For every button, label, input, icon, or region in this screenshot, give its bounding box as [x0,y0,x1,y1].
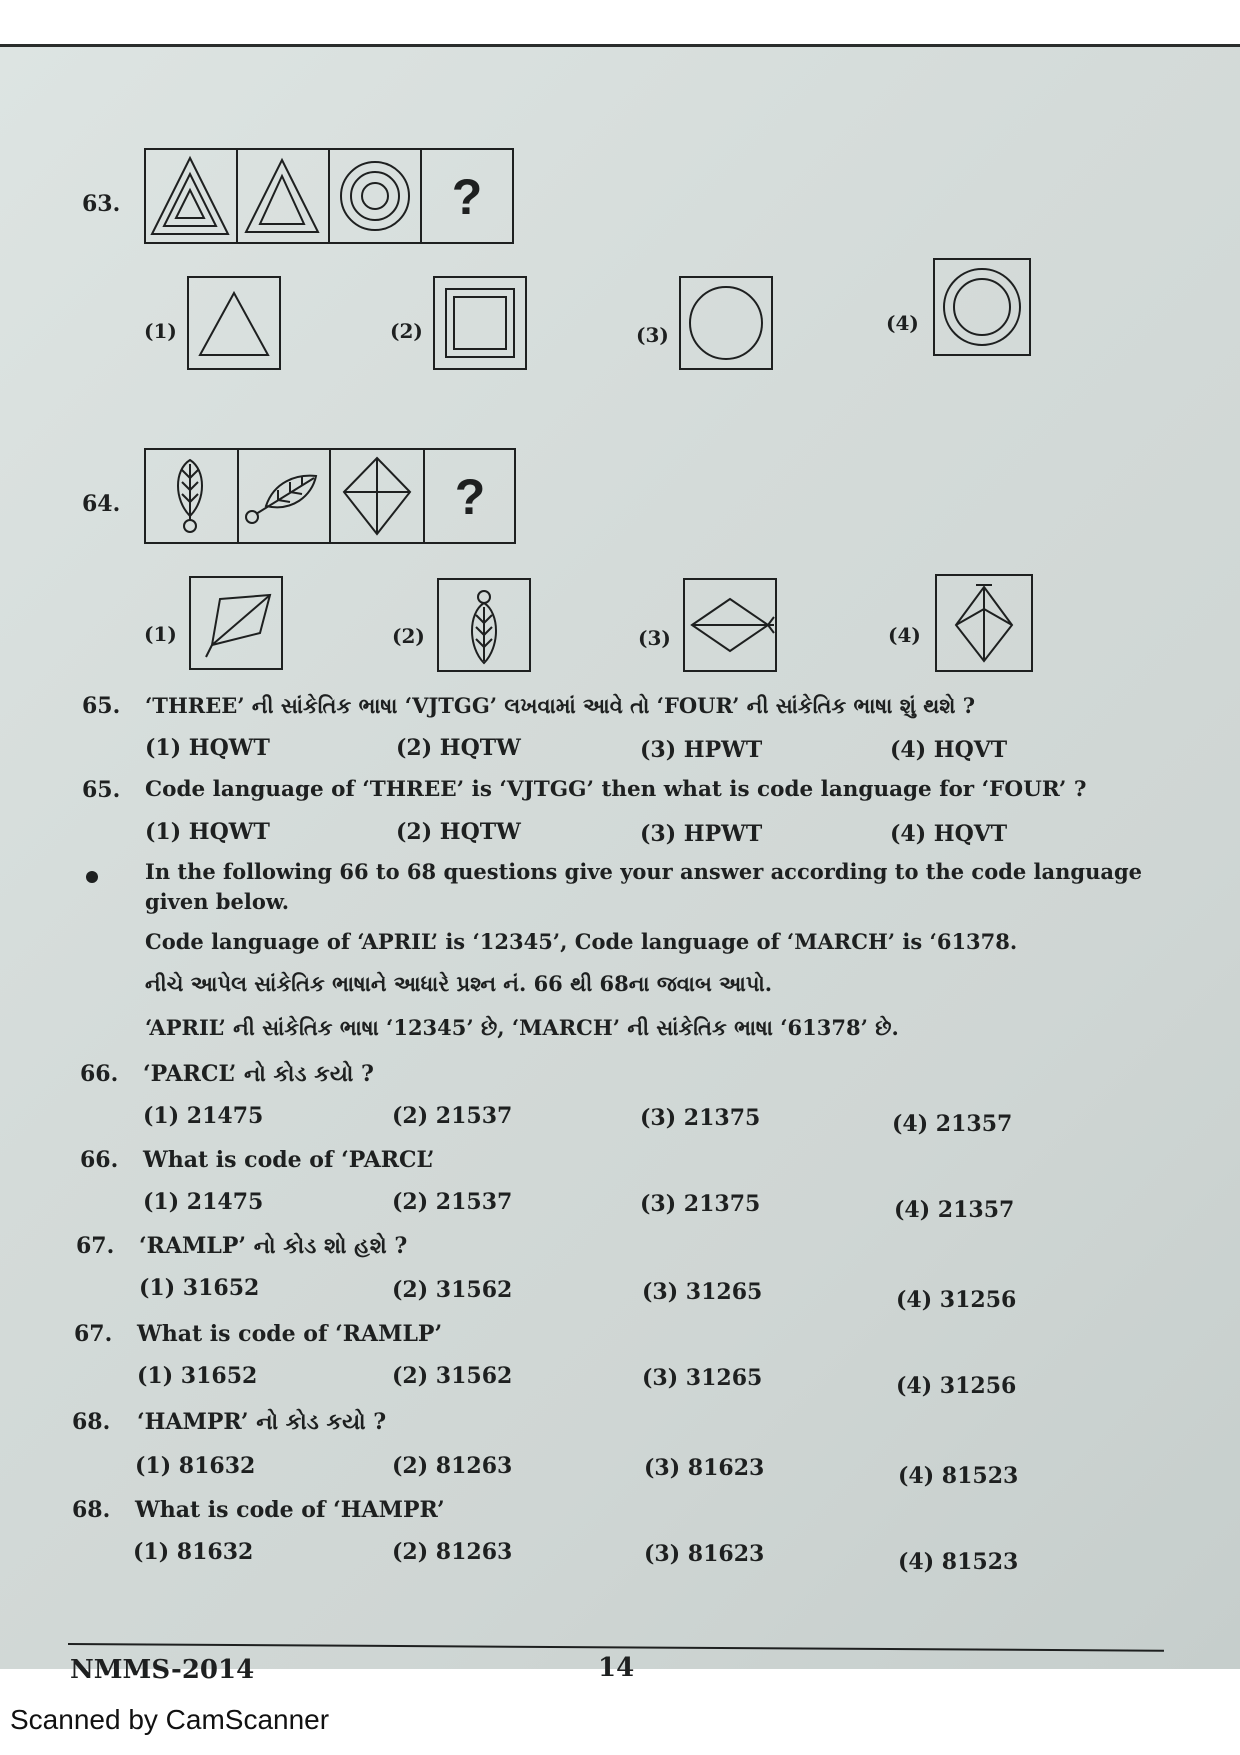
q64-option-2-figure[interactable] [436,577,532,673]
q63-figure-series [144,148,514,244]
option-4[interactable]: (4) 31256 [896,1373,1017,1399]
option-4[interactable]: (4) 21357 [894,1197,1015,1223]
footer-rule [68,1643,1164,1652]
scanner-watermark: Scanned by CamScanner [10,1704,330,1735]
option-2[interactable]: (2) 31562 [392,1277,513,1303]
instruction-line-gujarati: નીચે આપેલ સાંકેતિક ભાષાને આધારે પ્રશ્ન નં. 66 થી 68ના જવાબ આપો. [145,971,773,996]
code-definition-gujarati: ‘APRIL’ ની સાંકેતિક ભાષા ‘12345’ છે, ‘MARCH’ ની સાંકેતિક ભાષા ‘61378’ છે. [145,1015,899,1040]
option-3[interactable]: (3) 21375 [640,1105,761,1131]
option-3[interactable]: (3) 21375 [640,1191,761,1217]
option-3[interactable]: (3) 31265 [642,1279,763,1305]
question-number: 66. [80,1147,119,1173]
option-label: (4) [886,311,919,335]
option-label: (3) [638,626,671,650]
exam-name: NMMS-2014 [70,1655,255,1685]
option-label: (3) [636,323,669,347]
option-2[interactable]: (2) 81263 [392,1539,513,1565]
option-1[interactable]: (1) 21475 [143,1103,264,1129]
question-number: 65. [82,693,121,719]
series-question-mark: ? [454,469,486,525]
option-3[interactable]: (3) 31265 [642,1365,763,1391]
option-1[interactable]: (1) HQWT [145,735,270,761]
q64-option-1-figure[interactable] [188,575,284,671]
q63-option-4-figure[interactable] [932,257,1032,357]
page-number: 14 [598,1653,635,1683]
question-number: 68. [72,1409,111,1435]
option-label: (1) [144,319,177,343]
option-4[interactable]: (4) HQVT [890,821,1008,847]
question-number: 66. [80,1061,119,1087]
question-text-gujarati: ‘THREE’ ની સાંકેતિક ભાષા ‘VJTGG’ લખવામાં આવે તો ‘FOUR’ ની સાંકેતિક ભાષા શું થશે ? [145,693,976,718]
q63-option-2-figure[interactable] [432,275,528,371]
instruction-line: In the following 66 to 68 questions give your answer according to the code language [145,859,1143,884]
option-4[interactable]: (4) 81523 [898,1549,1019,1575]
option-1[interactable]: (1) 81632 [133,1539,254,1565]
option-4[interactable]: (4) HQVT [890,737,1008,763]
option-1[interactable]: (1) 31652 [137,1363,258,1389]
question-number: 65. [82,777,121,803]
option-2[interactable]: (2) 21537 [392,1189,513,1215]
option-2[interactable]: (2) 21537 [392,1103,513,1129]
option-4[interactable]: (4) 21357 [892,1111,1013,1137]
question-number: 63. [82,191,121,217]
top-margin [0,0,1240,44]
question-number: 68. [72,1497,111,1523]
question-number: 67. [74,1321,113,1347]
option-1[interactable]: (1) HQWT [145,819,270,845]
option-2[interactable]: (2) 31562 [392,1363,513,1389]
option-label: (2) [392,624,425,648]
option-label: (2) [390,319,423,343]
option-2[interactable]: (2) HQTW [396,819,521,845]
instruction-line: given below. [145,889,290,914]
option-1[interactable]: (1) 21475 [143,1189,264,1215]
question-text-gujarati: ‘RAMLP’ નો કોડ શો હશે ? [139,1233,408,1259]
option-4[interactable]: (4) 81523 [898,1463,1019,1489]
q64-option-4-figure[interactable] [934,573,1034,673]
option-1[interactable]: (1) 31652 [139,1275,260,1301]
question-text-gujarati: ‘HAMPR’ નો કોડ કયો ? [137,1409,387,1435]
question-text-gujarati: ‘PARCL’ નો કોડ કયો ? [143,1061,374,1087]
code-definition-english: Code language of ‘APRIL’ is ‘12345’, Code language of ‘MARCH’ is ‘61378. [145,929,1018,954]
q64-figure-series [144,448,516,544]
question-number: 64. [82,491,121,517]
question-text-english: What is code of ‘HAMPR’ [135,1497,445,1523]
exam-page [0,44,1240,1685]
option-3[interactable]: (3) HPWT [640,737,763,763]
option-label: (1) [144,622,177,646]
series-question-mark: ? [451,169,483,225]
question-number: 67. [76,1233,115,1259]
option-4[interactable]: (4) 31256 [896,1287,1017,1313]
option-3[interactable]: (3) 81623 [644,1541,765,1567]
bullet-point [86,871,98,883]
option-2[interactable]: (2) 81263 [392,1453,513,1479]
question-text-english: What is code of ‘RAMLP’ [137,1321,443,1347]
option-3[interactable]: (3) HPWT [640,821,763,847]
question-text-english: What is code of ‘PARCL’ [143,1147,435,1173]
q63-option-1-figure[interactable] [186,275,282,371]
question-text-english: Code language of ‘THREE’ is ‘VJTGG’ then what is code language for ‘FOUR’ ? [145,777,1087,802]
option-1[interactable]: (1) 81632 [135,1453,256,1479]
q64-option-3-figure[interactable] [682,577,778,673]
q63-option-3-figure[interactable] [678,275,774,371]
option-label: (4) [888,623,921,647]
option-3[interactable]: (3) 81623 [644,1455,765,1481]
option-2[interactable]: (2) HQTW [396,735,521,761]
